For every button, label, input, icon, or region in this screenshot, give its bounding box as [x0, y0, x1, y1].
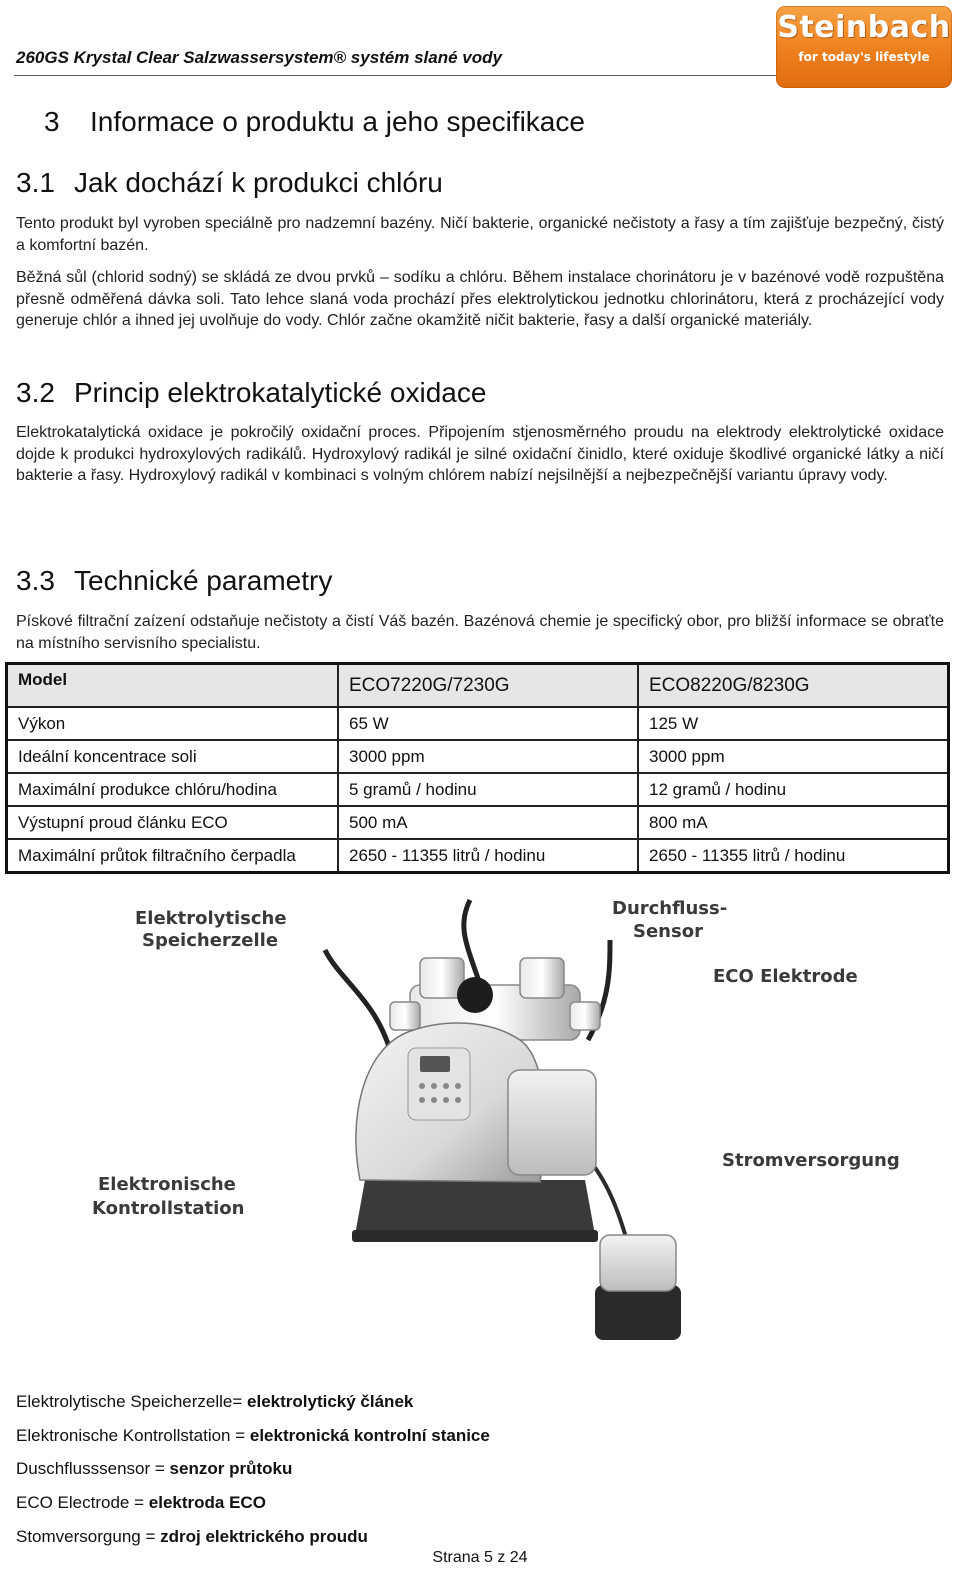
document-header-title: 260GS Krystal Clear Salzwassersystem® systém slané vody — [16, 48, 502, 67]
section-3-1-heading — [16, 167, 443, 199]
table-cell: 5 gramů / hodinu — [338, 773, 638, 806]
page-number: Strana 5 z 24 — [432, 1549, 528, 1566]
table-cell: 12 gramů / hodinu — [638, 773, 949, 806]
table-cell: Výstupní proud článku ECO — [7, 806, 339, 839]
legend-term: ECO Electrode = — [16, 1493, 149, 1512]
legend-item — [16, 1527, 368, 1547]
legend-translation: elektroda ECO — [148, 1493, 266, 1512]
section-title: Princip elektrokatalytické oxidace — [74, 377, 487, 408]
table-cell: Maximální průtok filtračního čerpadla — [7, 839, 339, 873]
section-3-3-heading — [16, 565, 332, 597]
legend-translation: elektrolytický článek — [247, 1392, 414, 1411]
table-cell: 3000 ppm — [638, 740, 949, 773]
technical-parameters-table — [5, 662, 950, 874]
section-3-1-paragraph-1: Tento produkt byl vyroben speciálně pro nadzemní bazény. Ničí bakterie, organické nečistoty a řasy a tím zajišťuje bezpečný, čistý a komfortní bazén. — [16, 215, 944, 254]
table-cell: 500 mA — [338, 806, 638, 839]
legend-translation: senzor průtoku — [169, 1459, 293, 1478]
legend-item — [16, 1493, 266, 1513]
section-number: 3.3 — [16, 565, 55, 596]
figure-label-power-supply: Stromversorgung — [722, 1150, 900, 1171]
table-header-cell: Model — [7, 664, 339, 708]
table-cell: Maximální produkce chlóru/hodina — [7, 773, 339, 806]
section-3-heading — [44, 106, 585, 138]
table-cell: 2650 - 11355 litrů / hodinu — [638, 839, 949, 873]
section-3-2-paragraph: Elektrokatalytická oxidace je pokročilý oxidační proces. Připojením stjenosměrného proudu na elektrody elektrolytické oxidace dojde k produkci hydroxylových radikálů. Hydroxylový radikál je silné oxidační činidlo, které oxiduje škodlivé organické látky a ničí bakterie a řasy. Hydroxylový radikál v kombinaci s volným chlórem nabízí nejsilnější a nejbezpečnější variantu úpravy vody. — [16, 424, 944, 484]
section-3-2-heading — [16, 377, 486, 409]
table-cell: Ideální koncentrace soli — [7, 740, 339, 773]
table-cell: 2650 - 11355 litrů / hodinu — [338, 839, 638, 873]
figure-label-cell: Speicherzelle — [142, 930, 279, 951]
section-number: 3.2 — [16, 377, 55, 408]
table-row — [7, 740, 949, 773]
brand-logo-name: Steinbach — [777, 10, 951, 45]
legend-item — [16, 1426, 490, 1446]
figure-label-cell: Elektrolytische — [135, 908, 287, 929]
table-header-cell: ECO8220G/8230G — [638, 664, 949, 708]
brand-logo — [776, 6, 952, 88]
table-cell: 3000 ppm — [338, 740, 638, 773]
table-cell: 800 mA — [638, 806, 949, 839]
figure-label-control-station: Elektronische — [98, 1174, 236, 1195]
table-cell: 65 W — [338, 707, 638, 740]
legend-term: Elektronische Kontrollstation = — [16, 1426, 250, 1445]
product-photo — [90, 890, 950, 1360]
table-cell: 125 W — [638, 707, 949, 740]
figure-label-flow-sensor: Sensor — [633, 921, 703, 942]
section-number: 3 — [44, 106, 60, 137]
section-title: Informace o produktu a jeho specifikace — [90, 106, 585, 137]
legend-term: Stomversorgung = — [16, 1527, 161, 1546]
table-row — [7, 839, 949, 873]
legend-term: Elektrolytische Speicherzelle= — [16, 1392, 248, 1411]
legend-item — [16, 1392, 413, 1412]
legend-item — [16, 1459, 292, 1479]
legend-translation: zdroj elektrického proudu — [160, 1527, 368, 1546]
section-number: 3.1 — [16, 167, 55, 198]
header-divider — [14, 75, 780, 76]
table-header-cell: ECO7220G/7230G — [338, 664, 638, 708]
brand-logo-tagline: for today's lifestyle — [798, 50, 930, 64]
figure-label-flow-sensor: Durchfluss- — [612, 898, 728, 919]
table-row — [7, 806, 949, 839]
table-cell: Výkon — [7, 707, 339, 740]
section-title: Technické parametry — [74, 565, 333, 596]
table-row — [7, 707, 949, 740]
section-3-3-paragraph: Pískové filtrační zaízení odstaňuje nečistoty a čistí Váš bazén. Bazénová chemie je specifický obor, pro bližší informace se obraťte na místního servisního specialistu. — [16, 613, 944, 652]
figure-label-eco-electrode: ECO Elektrode — [713, 966, 858, 987]
table-header-row — [7, 664, 949, 708]
legend-translation: elektronická kontrolní stanice — [249, 1426, 490, 1445]
section-title: Jak dochází k produkci chlóru — [74, 167, 443, 198]
table-row — [7, 773, 949, 806]
legend-term: Duschflusssensor = — [16, 1459, 170, 1478]
section-3-1-paragraph-2: Běžná sůl (chlorid sodný) se skládá ze dvou prvků – sodíku a chlóru. Během instalace chorinátoru je v bazénové vodě rozpuštěna přesně odměřená dávka soli. Tato lehce slaná voda prochází přes elektrolytickou jednotku chlorinátoru, která z procházející vody generuje chlór a ihned jej uvolňuje do vody. Chlór začne okamžitě ničit bakterie, řasy a další organické materiály. — [16, 269, 944, 329]
figure-label-control-station: Kontrollstation — [92, 1198, 245, 1219]
